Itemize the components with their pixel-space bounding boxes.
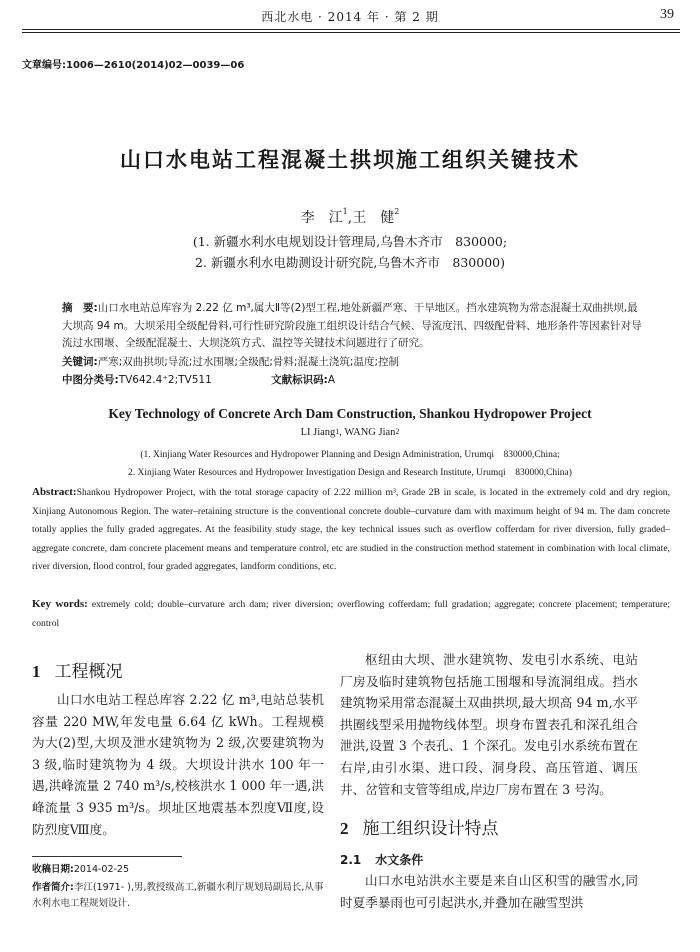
author-1-cn: 李 江 [300, 210, 343, 226]
section-1-number: 1 [32, 662, 41, 681]
page-number: 39 [660, 7, 674, 22]
author-2-sup: 2 [394, 207, 400, 216]
section-2-number: 2 [340, 819, 349, 839]
keywords-en-text: extremely cold; double–curvature arch dam; river diversion; overflowing cofferdam; full gradation; aggregate; concrete placement; temperature; control [32, 599, 671, 629]
bio-label: 作者简介: [32, 882, 74, 893]
section-2-heading [340, 814, 638, 839]
clc-value: TV642.4⁺2;TV511 [118, 374, 212, 386]
keywords-cn [62, 354, 644, 372]
doc-code-value: A [327, 374, 335, 386]
author-2-en: WANG Jian [344, 427, 396, 438]
right-column-paragraph-1: 枢纽由大坝、泄水建筑物、发电引水系统、电站厂房及临时建筑物包括施工围堰和导流洞组成。挡水建筑物采用常态混凝土双曲拱坝,最大坝高 94 m,水平拱圈线型采用抛物线体型。坝身布置表孔和深孔组合泄洪,设置 3 个表孔、1 个深孔。发电引水系统布置在右岸,由引水渠、进口段、洞身段、高压管道、调压井、岔管和支管等组成,岸边厂房布置在 3 号沟。 [340, 652, 638, 797]
clc-label: 中图分类号: [62, 374, 119, 386]
footnote-author-bio [32, 880, 324, 912]
header-rule [22, 29, 680, 30]
paper-title-cn: 山口水电站工程混凝土拱坝施工组织关键技术 [120, 148, 580, 172]
bio-text: 李江(1971- ),男,教授级高工,新疆水利厅规划局副局长,从事水利水电工程规划设计. [32, 882, 324, 909]
keywords-en [32, 595, 670, 633]
received-date: 2014-02-25 [73, 864, 130, 875]
received-label: 收稿日期: [32, 864, 74, 875]
paper-title-en: Key Technology of Concrete Arch Dam Construction, Shankou Hydropower Project [108, 406, 592, 421]
abstract-en-text: Shankou Hydropower Project, with the total storage capacity of 2.22 million m³, Grade 2B in scale, is located in the extremely cold and dry region, Xinjiang Autonomous Region. The water–retaining structure is the conventional concrete double–curvature dam with maximum height of 94 m. The dam concrete totally applies the fully graded aggregates. At the feasibility study stage, the key technical issues such as overflow cofferdam for river diversion, fully graded–aggregate concrete, dam concrete placement means and temperature control, etc are studied in the construction method statement in combination with local climate, river diversion, flood control, four graded aggregates, landform conditions, etc. [32, 487, 670, 573]
author-1-en: LI Jiang [300, 427, 336, 438]
affiliation-cn-2: 2. 新疆水利水电勘测设计研究院,乌鲁木齐市 830000) [195, 255, 505, 270]
keywords-cn-label: 关键词: [62, 356, 98, 368]
article-number: 文章编号:1006—2610(2014)02—0039—06 [22, 60, 245, 71]
footnote-received [32, 862, 324, 878]
author-2-cn: 王 健 [352, 210, 395, 226]
section-2-title: 施工组织设计特点 [362, 819, 499, 840]
author-2-en-sup: 2 [395, 427, 400, 436]
classification [62, 372, 644, 390]
abstract-cn-text: 山口水电站总库容为 2.22 亿 m³,属大Ⅱ等(2)型工程,地处新疆严寒、干旱地区。挡水建筑物为常态混凝土双曲拱坝,最大坝高 94 m。大坝采用全级配骨料,可行性研究阶段施工组织设计结合气候、导流度汛、四级配骨料、地形条件等因素针对导流过水围堰、全级配混凝土、大坝浇筑方式、温控等关键技术问题进行了研究。 [62, 302, 642, 349]
section-1-paragraph: 山口水电站工程总库容 2.22 亿 m³,电站总装机容量 220 MW,年发电量 6.64 亿 kWh。工程规模为大(2)型,大坝及泄水建筑物为 2 级,次要建筑物为 3 级,临时建筑物为 4 级。大坝设计洪水 100 年一遇,洪峰流量 2 740 m³/s,校核洪水 1 000 年一遇,洪峰流量 3 935 m³/s。坝址区地震基本烈度Ⅶ度,设防烈度Ⅷ度。 [32, 692, 324, 837]
abstract-cn-label: 摘 要: [62, 302, 98, 314]
abstract-en-label: Abstract: [32, 486, 77, 498]
keywords-en-label: Key words: [32, 598, 88, 610]
affiliation-en-2: 2. Xinjiang Water Resources and Hydropower Investigation Design and Research Institute, Urumqi 830000,China) [128, 468, 572, 478]
footnote-rule [32, 856, 182, 857]
authors-cn [0, 207, 700, 227]
subsection-2-1-heading [340, 851, 638, 868]
section-1-title: 工程概况 [54, 662, 123, 682]
running-head: 西北水电 · 2014 年 · 第 2 期 [261, 10, 439, 24]
subsection-2-1-title: 水文条件 [375, 853, 424, 868]
authors-en [0, 427, 700, 438]
keywords-cn-text: 严寒;双曲拱坝;导流;过水围堰;全级配;骨料;混凝土浇筑;温度;控制 [97, 356, 400, 368]
subsection-2-1-number: 2.1 [340, 853, 362, 868]
right-column-paragraph-2: 山口水电站洪水主要是来自山区积雪的融雪水,同时夏季暴雨也可引起洪水,并叠加在融雪型洪 [340, 873, 638, 910]
header-rule-thin [22, 32, 680, 33]
affiliation-en-1: (1. Xinjiang Water Resources and Hydropower Planning and Design Administration, Urumqi 830000,China; [140, 450, 560, 460]
doc-code-label: 文献标识码: [271, 374, 328, 386]
author-separator: , [347, 210, 353, 226]
right-column [340, 649, 638, 913]
affiliation-cn-1: (1. 新疆水利水电规划设计管理局,乌鲁木齐市 830000; [192, 234, 508, 249]
abstract-en [32, 483, 670, 577]
author-en-separator: , [339, 427, 345, 438]
author-1-sup: 1 [342, 207, 348, 216]
abstract-cn [62, 300, 644, 353]
author-1-en-sup: 1 [335, 427, 340, 436]
section-1-heading [32, 657, 123, 682]
